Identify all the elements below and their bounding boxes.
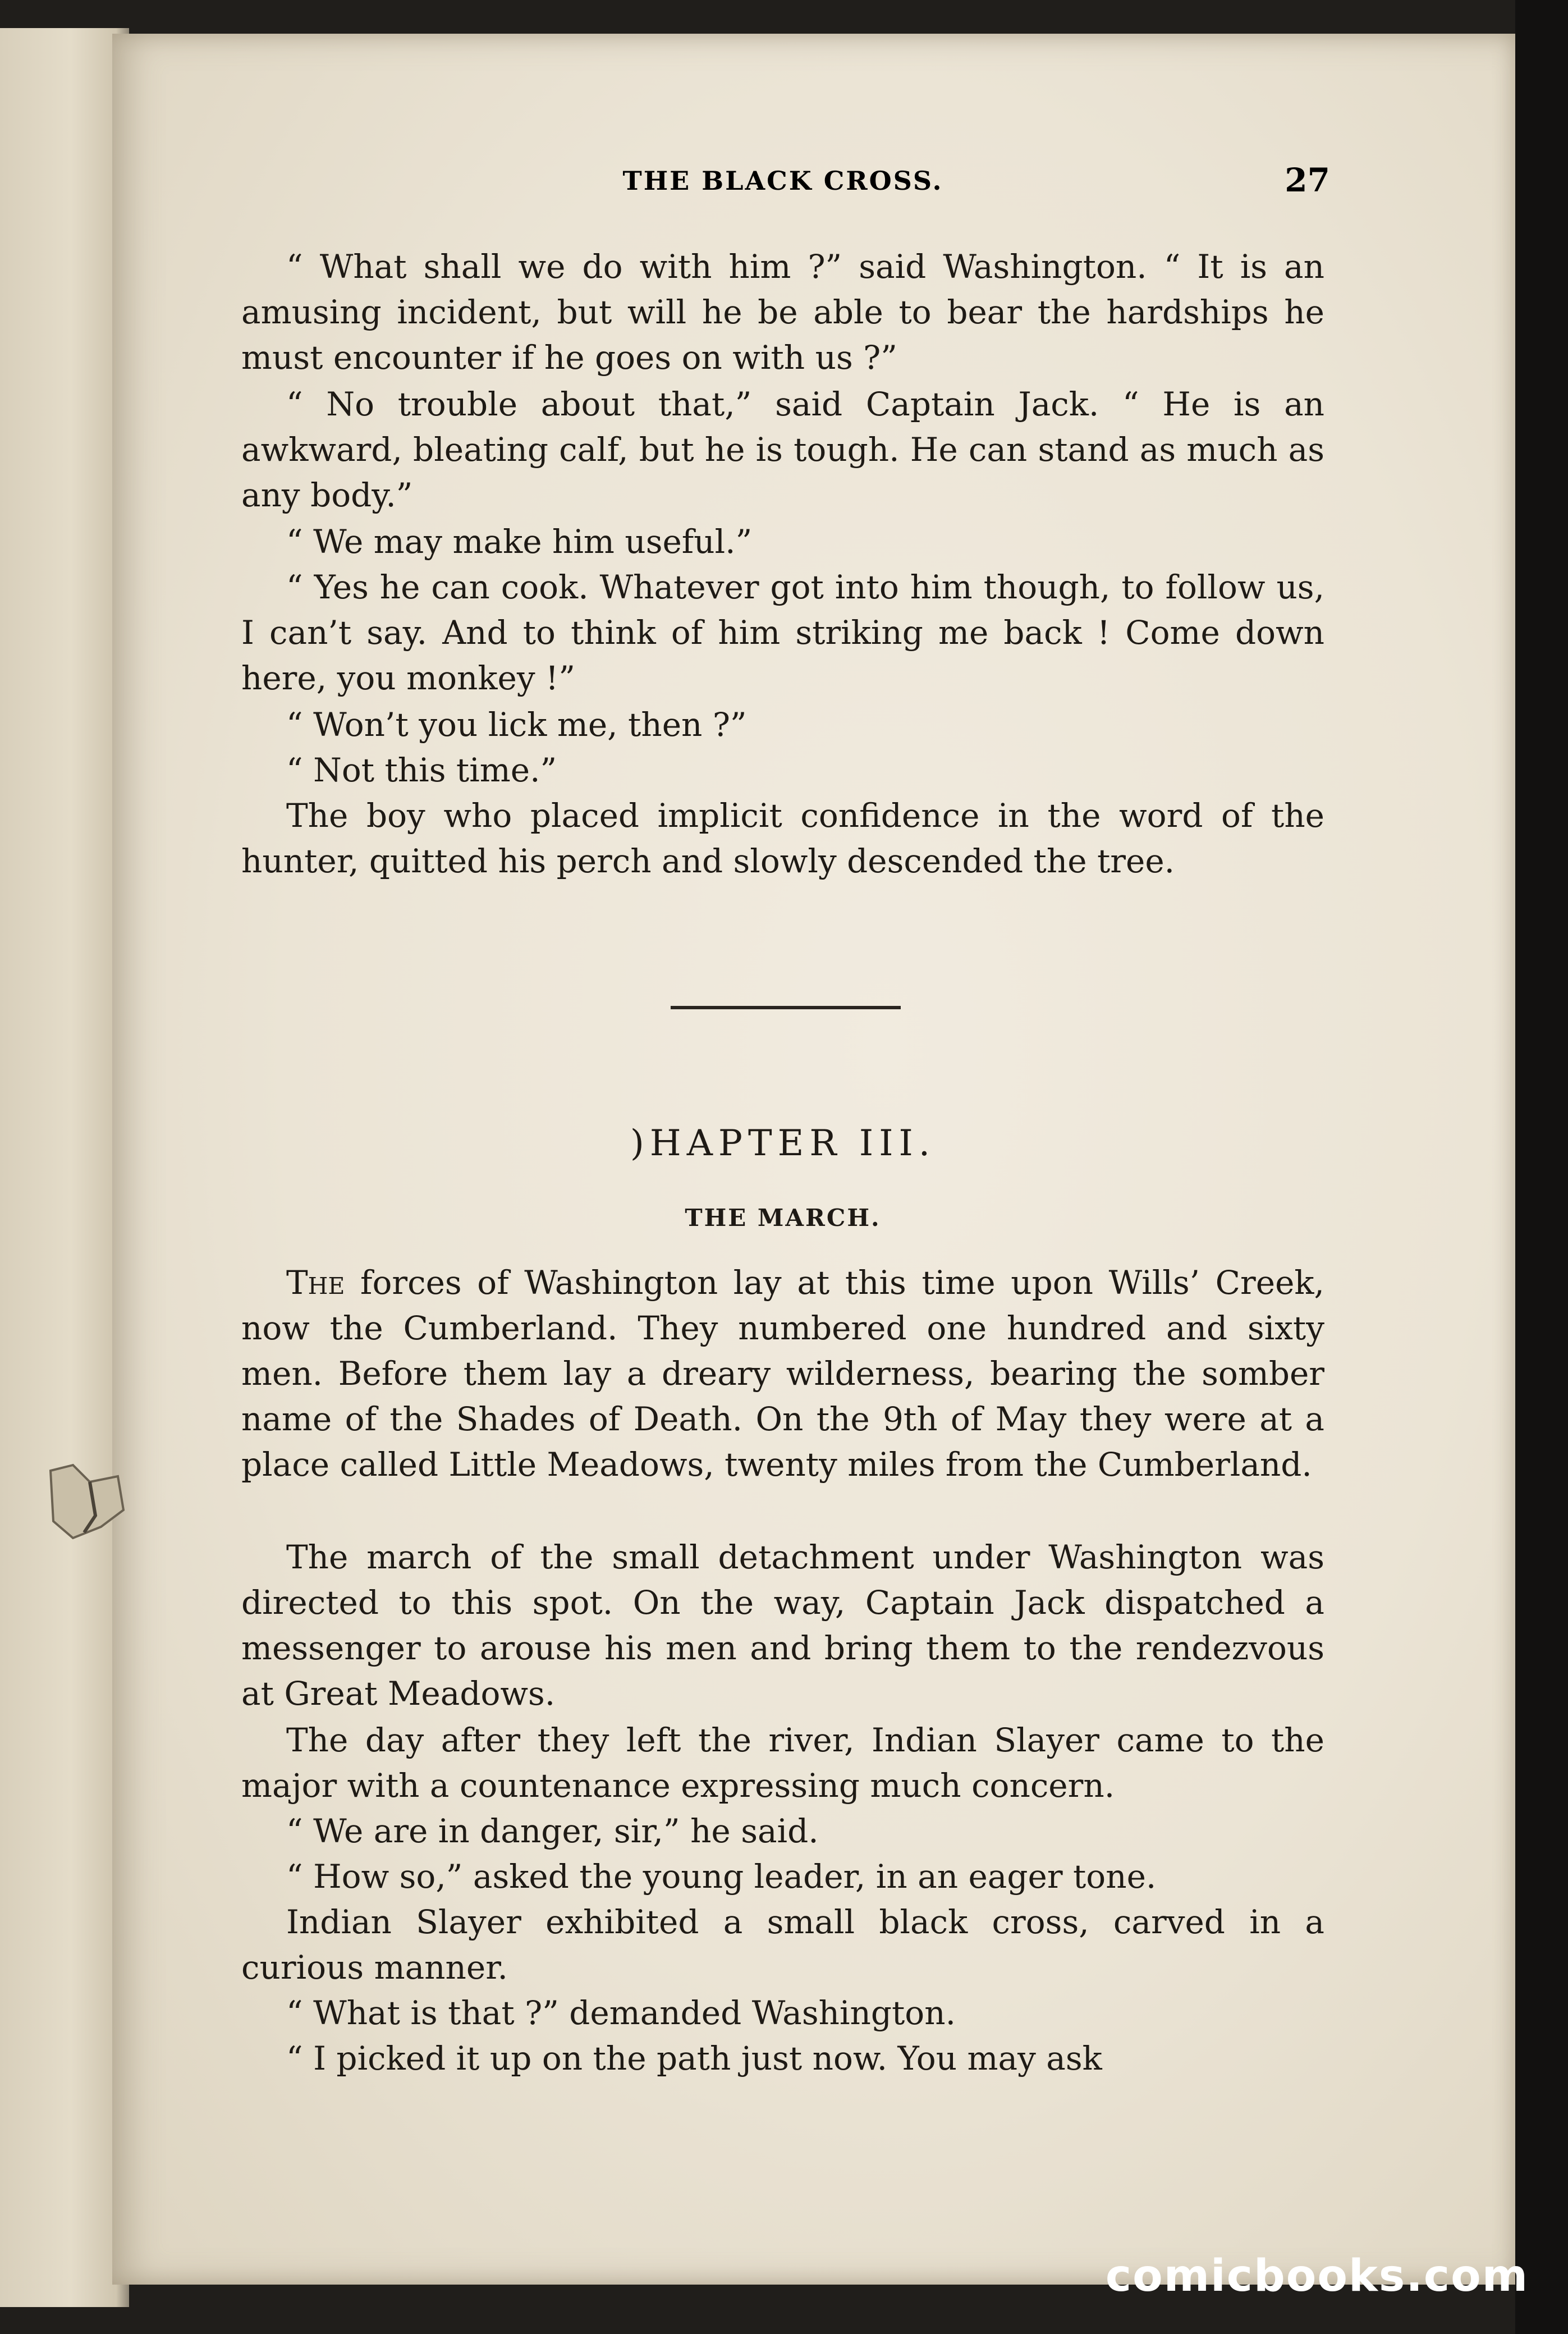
paragraph-13: Indian Slayer exhibited a small black cross, carved in a curious manner. [241,1903,1324,1987]
paragraph-8 [241,1260,1324,1488]
paragraph-3: “ We may make him useful.” [286,523,753,561]
page-number: 27 [1285,161,1330,199]
chapter-subtitle: THE MARCH. [685,1204,881,1232]
paragraph-11: “ We are in danger, sir,” he said. [286,1812,819,1850]
paragraph-2: “ No trouble about that,” said Captain Jack. “ He is an awkward, bleating calf, but he is tough. He can stand as much as any body.” [241,385,1324,514]
paragraph-5: “ Won’t you lick me, then ?” [286,706,747,744]
paragraph-8-text: forces of Washington lay at this time upon Wills’ Creek, now the Cumberland. They numbered one hundred and sixty men. Before them lay a dreary wilderness, bearing the somber name of the Shades of Death. On the 9th of May they were at a place called Little Meadows, twenty miles from the Cumberland. [241,1264,1324,1484]
chapter-heading: )HAPTER III. [630,1123,936,1164]
running-title: THE BLACK CROSS. [622,166,943,196]
page-tear-mark [39,1459,129,1544]
paragraph-14: “ What is that ?” demanded Washington. [286,1994,956,2032]
scan-border [1515,0,1568,2334]
paragraph-8-lead: The [286,1264,345,1302]
paragraph-7: The boy who placed implicit confidence in the word of the hunter, quitted his perch and slowly descended the tree. [241,797,1324,880]
paragraph-4: “ Yes he can cook. Whatever got into him though, to follow us, I can’t say. And to think of him striking me back ! Come down here, you monkey !” [241,568,1324,697]
paragraph-10: The day after they left the river, Indian Slayer came to the major with a countenance expressing much concern. [241,1721,1324,1805]
paragraph-15: “ I picked it up on the path just now. You may ask [286,2039,1102,2077]
section-rule [671,1006,901,1009]
paragraph-6: “ Not this time.” [286,751,557,789]
running-head [241,161,1330,210]
paragraph-12: “ How so,” asked the young leader, in an eager tone. [286,1857,1157,1896]
paragraph-9: The march of the small detachment under Washington was directed to this spot. On the way, Captain Jack dispatched a messenger to arouse his men and bring them to the rendezvous at Great Meadows. [241,1538,1324,1713]
paragraph-1: “ What shall we do with him ?” said Washington. “ It is an amusing incident, but will he be able to bear the hardships he must encounter if he goes on with us ?” [241,248,1324,377]
facing-page-edge [0,28,129,2307]
watermark-logo: comicbooks.com [1105,2251,1529,2301]
